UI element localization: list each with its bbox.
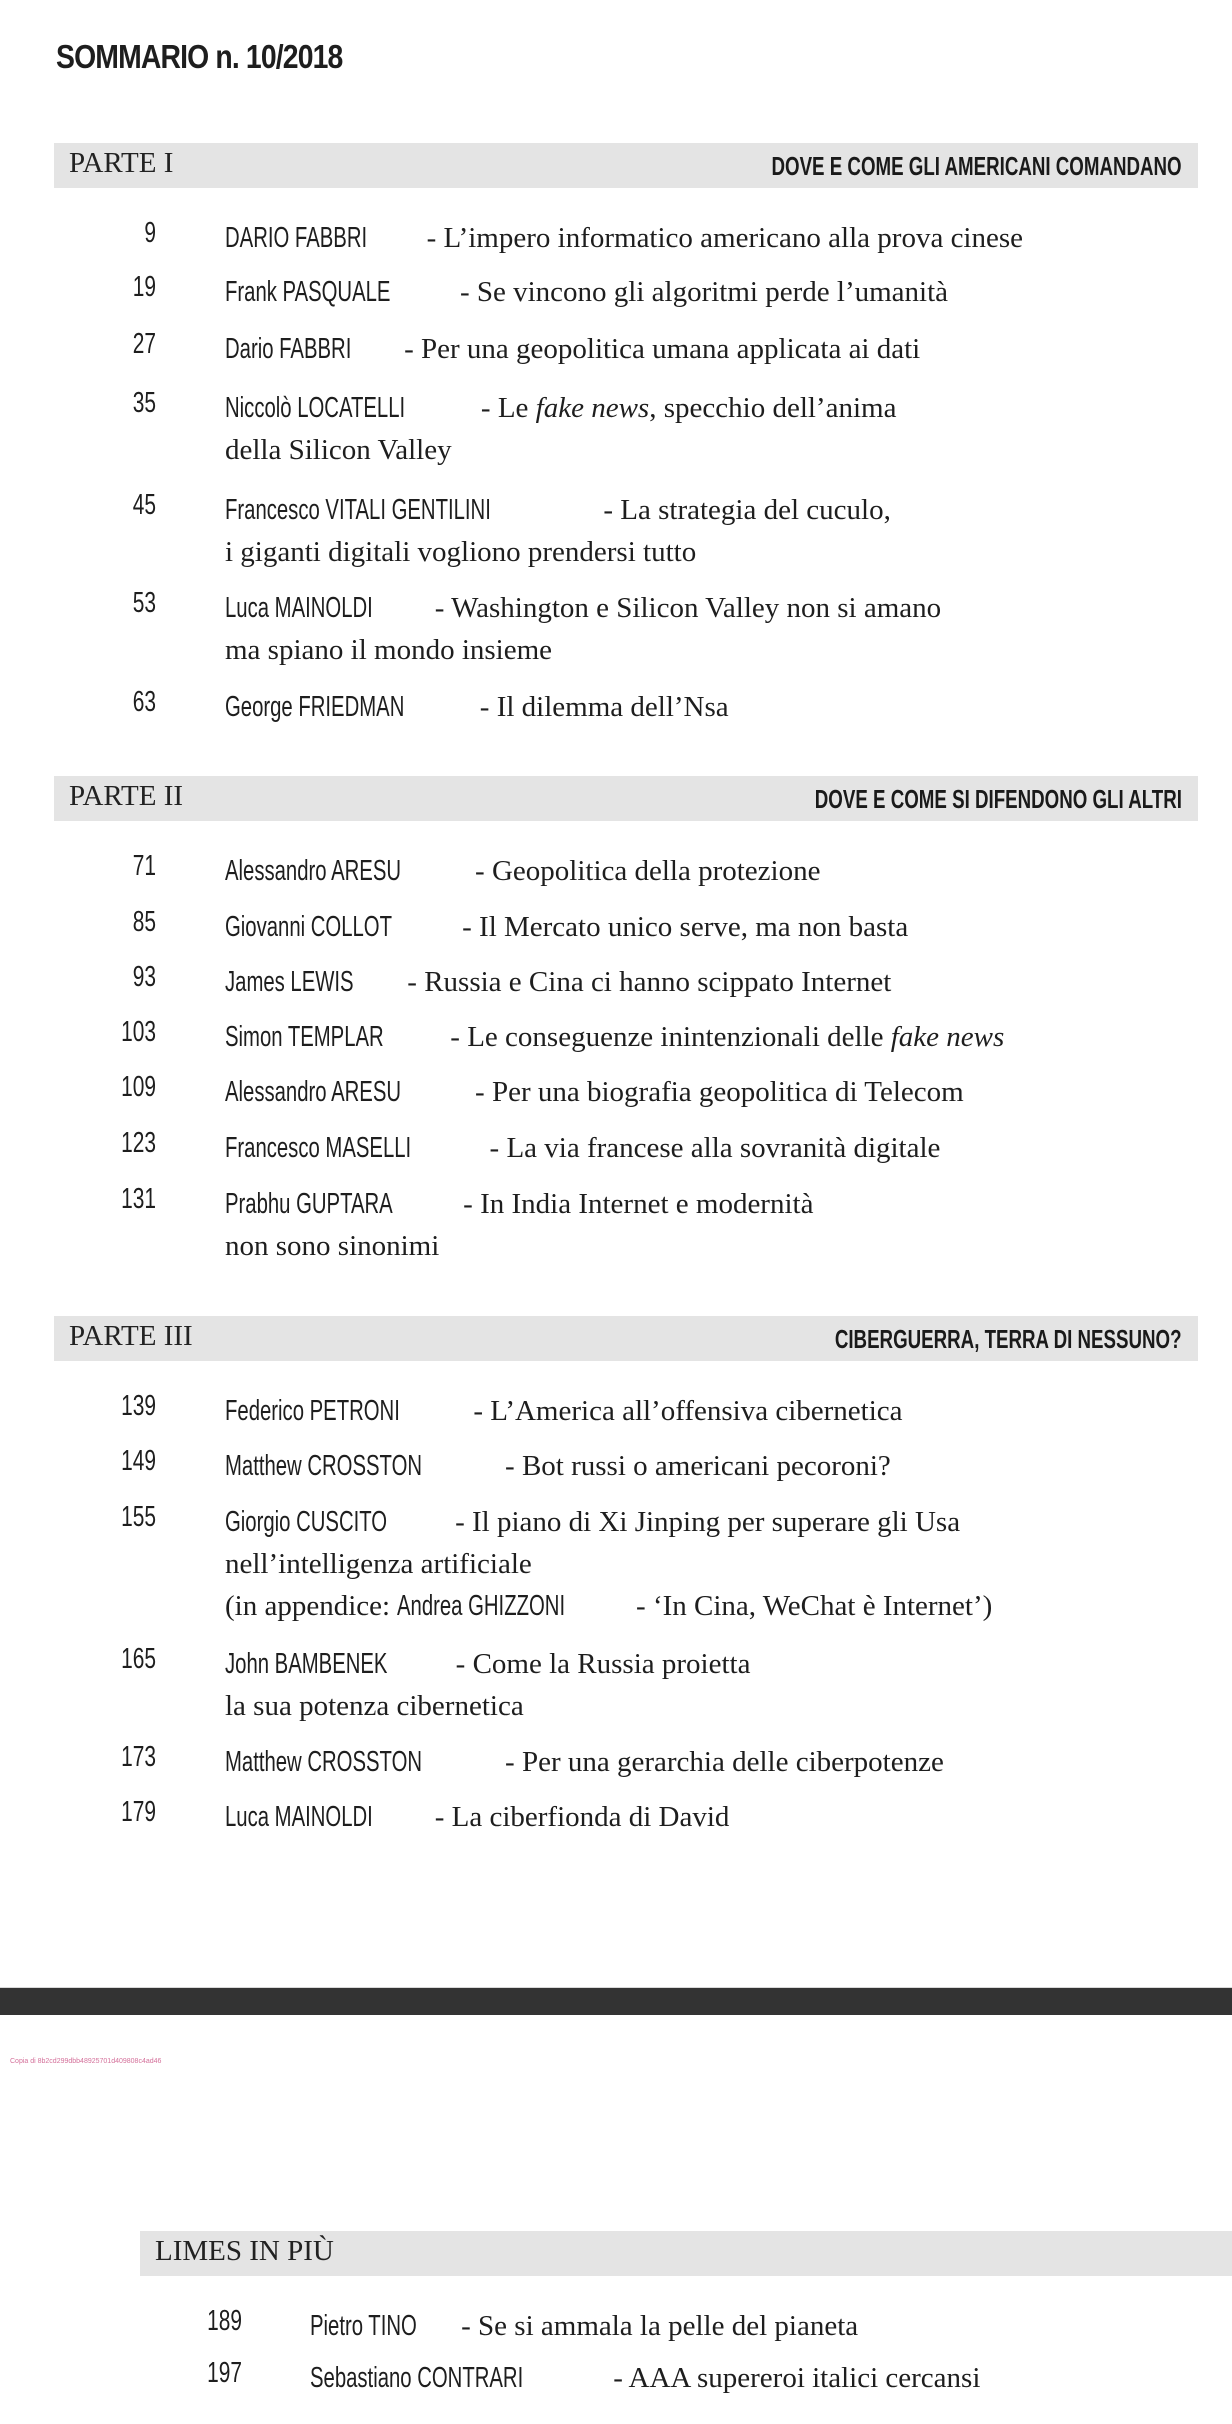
page-number: 45	[132, 489, 156, 521]
section-label: PARTE III	[69, 1320, 193, 1352]
appendix-author: Andrea GHIZZONI	[397, 1590, 566, 1622]
article-title: Per una biografia geopolitica di Telecom	[491, 1076, 964, 1108]
article-title: Come la Russia proietta	[472, 1648, 751, 1680]
article-title: Russia e Cina ci hanno scippato Internet	[424, 966, 892, 998]
author: Luca MAINOLDI	[225, 592, 373, 624]
article-title: Washington e Silicon Valley non si amano	[451, 592, 942, 624]
page-number: 19	[132, 271, 156, 303]
article-title-line-2: i giganti digitali vogliono prendersi tutto	[225, 536, 697, 568]
page-number: 27	[132, 328, 156, 360]
page-number: 179	[121, 1796, 156, 1828]
section-heading: CIBERGUERRA, TERRA DI NESSUNO?	[835, 1324, 1182, 1354]
page-number: 71	[132, 850, 156, 882]
author: DARIO FABBRI	[225, 222, 368, 254]
author: Pietro TINO	[310, 2310, 417, 2342]
page-number: 63	[132, 686, 156, 718]
page-number: 139	[121, 1390, 156, 1422]
author: Francesco VITALI GENTILINI	[225, 494, 491, 526]
page-number: 173	[121, 1741, 156, 1773]
section-label: LIMES IN PIÙ	[155, 2235, 334, 2267]
page-number: 123	[121, 1127, 156, 1159]
article-title: Se vincono gli algoritmi perde l’umanità	[476, 276, 949, 308]
page-number: 131	[121, 1183, 156, 1215]
section-header-parte-1	[54, 143, 1198, 188]
article-title: Geopolitica della protezione	[491, 855, 821, 887]
author: Sebastiano CONTRARI	[310, 2362, 524, 2394]
section-header-parte-3	[54, 1316, 1198, 1361]
author: Niccolò LOCATELLI	[225, 392, 406, 424]
article-title: Per una geopolitica umana applicata ai dati	[420, 333, 921, 365]
author: Matthew CROSSTON	[225, 1450, 423, 1482]
article-title: In India Internet e modernità	[480, 1188, 814, 1220]
section-label: PARTE II	[69, 780, 184, 812]
page-number: 189	[207, 2305, 242, 2337]
page-title: SOMMARIO n. 10/2018	[56, 38, 343, 75]
page-number: 103	[121, 1016, 156, 1048]
author: Luca MAINOLDI	[225, 1801, 373, 1833]
page-number: 9	[144, 217, 156, 249]
page-number: 155	[121, 1501, 156, 1533]
appendix-note: (in appendice: Andrea GHIZZONI - ‘In Cina, WeChat è Internet’)	[225, 1590, 992, 1622]
article-title: La via francese alla sovranità digitale	[506, 1132, 941, 1164]
page-number: 197	[207, 2357, 242, 2389]
article-title: Il piano di Xi Jinping per superare gli Usa	[472, 1506, 961, 1538]
author: Giorgio CUSCITO	[225, 1506, 388, 1538]
section-header-parte-2	[54, 776, 1198, 821]
author: Giovanni COLLOT	[225, 911, 392, 943]
article-title: L’America all’offensiva cibernetica	[490, 1395, 903, 1427]
section-header-limes-in-piu	[140, 2231, 1232, 2276]
article-title-line-2: non sono sinonimi	[225, 1230, 440, 1262]
article-title: La ciberfionda di David	[451, 1801, 730, 1833]
article-title-line-2: ma spiano il mondo insieme	[225, 634, 553, 666]
page-number: 53	[132, 587, 156, 619]
section-heading: DOVE E COME SI DIFENDONO GLI ALTRI	[814, 784, 1182, 814]
author: Alessandro ARESU	[225, 1076, 402, 1108]
article-title: Il dilemma dell’Nsa	[496, 691, 729, 723]
article-title: L’impero informatico americano alla prova cinese	[443, 222, 1024, 254]
section-heading: DOVE E COME GLI AMERICANI COMANDANO	[771, 151, 1182, 181]
article-title: Se si ammala la pelle del pianeta	[478, 2310, 859, 2342]
section-label: PARTE I	[69, 147, 174, 179]
author: Simon TEMPLAR	[225, 1021, 384, 1053]
author: John BAMBENEK	[225, 1648, 388, 1680]
article-title: Per una gerarchia delle ciberpotenze	[521, 1746, 944, 1778]
article-title: Bot russi o americani pecoroni?	[521, 1450, 891, 1482]
page-number: 93	[132, 961, 156, 993]
author: Federico PETRONI	[225, 1395, 400, 1427]
page-number: 149	[121, 1445, 156, 1477]
copy-watermark: Copia di 8b2cd299dbb48925701d409808c4ad46	[10, 2058, 162, 2065]
author: Alessandro ARESU	[225, 855, 402, 887]
article-title: Le fake news, specchio dell’anima	[497, 392, 897, 424]
article-title: Il Mercato unico serve, ma non basta	[479, 911, 909, 943]
article-title: La strategia del cuculo,	[620, 494, 891, 526]
page-number: 109	[121, 1071, 156, 1103]
author: George FRIEDMAN	[225, 691, 405, 723]
article-title: Le conseguenze inintenzionali delle fake news	[467, 1021, 1005, 1053]
article-title-line-2: della Silicon Valley	[225, 434, 452, 466]
author: James LEWIS	[225, 966, 354, 998]
author: Francesco MASELLI	[225, 1132, 412, 1164]
article-title-line-2: la sua potenza cibernetica	[225, 1690, 524, 1722]
article-title: AAA supereroi italici cercansi	[628, 2362, 981, 2394]
page-number: 35	[132, 387, 156, 419]
page-separator-bar	[0, 1987, 1232, 2015]
author: Prabhu GUPTARA	[225, 1188, 393, 1220]
author: Matthew CROSSTON	[225, 1746, 423, 1778]
author: Frank PASQUALE	[225, 276, 391, 308]
article-title-line-2: nell’intelligenza artificiale	[225, 1548, 532, 1580]
author: Dario FABBRI	[225, 333, 352, 365]
page-number: 85	[132, 906, 156, 938]
page-number: 165	[121, 1643, 156, 1675]
